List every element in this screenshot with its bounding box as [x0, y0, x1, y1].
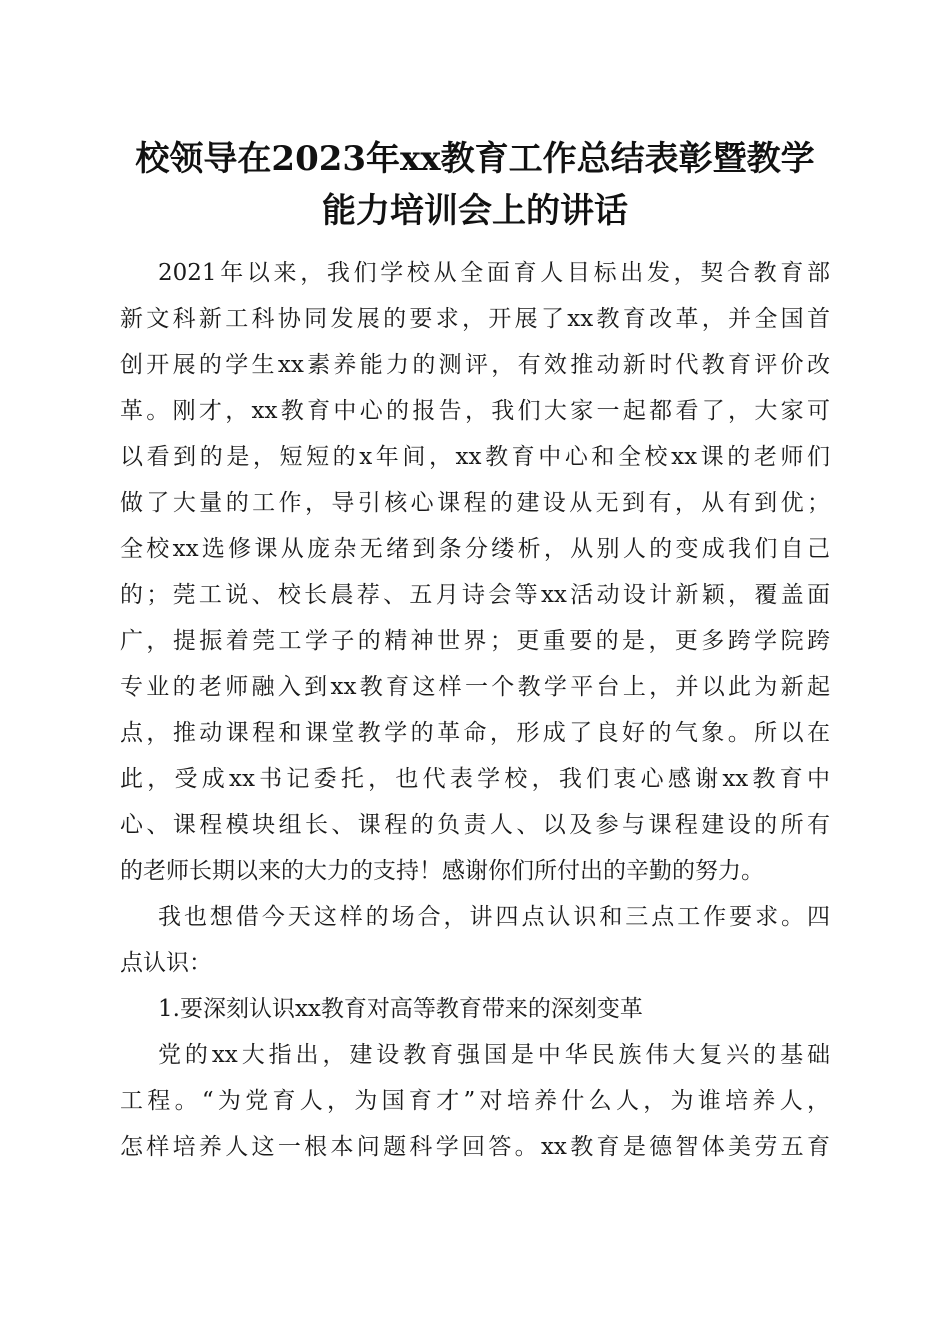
- title-line-1: 校领导在2023年xx教育工作总结表彰暨教学: [135, 139, 815, 179]
- body-line: 我也想借今天这样的场合，讲四点认识和三点工作要求。四: [158, 904, 830, 930]
- body-line: 专业的老师融入到xx教育这样一个教学平台上，并以此为新起: [120, 674, 830, 700]
- section-heading: 1.要深刻认识xx教育对高等教育带来的深刻变革: [158, 996, 643, 1022]
- body-line: 怎样培养人这一根本问题科学回答。xx教育是德智体美劳五育: [120, 1134, 830, 1160]
- body-line: 全校xx选修课从庞杂无绪到条分缕析，从别人的变成我们自己: [120, 536, 830, 562]
- document-title: [100, 133, 850, 237]
- title-line-2: 能力培训会上的讲话: [322, 191, 628, 231]
- document-body: [120, 250, 830, 1170]
- body-line: 以看到的是，短短的x年间，xx教育中心和全校xx课的老师们: [120, 444, 830, 470]
- body-line: 的老师长期以来的大力的支持！感谢你们所付出的辛勤的努力。: [120, 858, 764, 884]
- body-line: 此，受成xx书记委托，也代表学校，我们衷心感谢xx教育中: [120, 766, 830, 792]
- body-line: 创开展的学生xx素养能力的测评，有效推动新时代教育评价改: [120, 352, 830, 378]
- body-line: 党的xx大指出，建设教育强国是中华民族伟大复兴的基础: [158, 1042, 830, 1068]
- body-line: 点，推动课程和课堂教学的革命，形成了良好的气象。所以在: [120, 720, 830, 746]
- body-line: 工程。“为党育人，为国育才”对培养什么人，为谁培养人，: [120, 1088, 830, 1114]
- body-line: 的；莞工说、校长晨荐、五月诗会等xx活动设计新颖，覆盖面: [120, 582, 830, 608]
- body-line: 新文科新工科协同发展的要求，开展了xx教育改革，并全国首: [120, 306, 830, 332]
- body-line: 心、课程模块组长、课程的负责人、以及参与课程建设的所有: [120, 812, 830, 838]
- body-line: 做了大量的工作，导引核心课程的建设从无到有，从有到优；: [120, 490, 830, 516]
- body-line: 2021年以来，我们学校从全面育人目标出发，契合教育部: [158, 260, 830, 286]
- body-line: 广，提振着莞工学子的精神世界；更重要的是，更多跨学院跨: [120, 628, 830, 654]
- body-line: 革。刚才，xx教育中心的报告，我们大家一起都看了，大家可: [120, 398, 830, 424]
- body-line: 点认识：: [120, 950, 212, 976]
